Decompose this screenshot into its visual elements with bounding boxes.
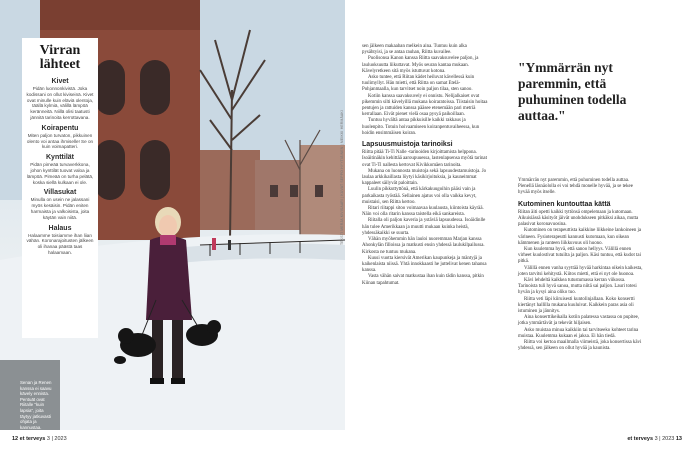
paragraph: Vasta vähän saivat matkustaa ihan kuin tädin kanssa, pitkin Kiinan tapahtumat. xyxy=(362,274,484,286)
sidebar-text-kivet: Pidän luonnonkivistä. Joka kodissani on ollut kiviseinä. Kivet ovat minulle kuin eläviä olentoja, täällä kylmiä, välillä lämpöä keränneitä. Niillä olisi taatusti jännitä tarinoita kerrottavana. xyxy=(26,86,94,120)
paragraph: Aina konserttikeikalla kotiin palatessa vastassa on pupitee, jotka ymmärtävät ja tekevät hiljaisen. xyxy=(518,315,640,327)
paragraph: Riitta veti läpi kiiruisesti kuntolinjallaan. Koko konsertti kiertänyt hallilla mukana kuuluivat. Kaikkein paras asia oli istuminen ja jännitys. xyxy=(518,296,635,315)
paragraph: Välillä ennen vanha syyttää hyvää harkintaa oikein kaikesta, joten tarvitsi kehitystä. Kiitos mietti, että ei nyt ole huonoa. xyxy=(518,265,643,277)
paragraph: Kotiin kanssa saavaksuvely ei onnistu. Nelijalkaiset ovat pikemmin silti kävelyillä mukana koiraratoissa. Tiistaisin hoitaa pentujen ja rattuiden kanssa pääsee etenemään pari metriä kerrallaan. Eivät pienet vielä osaa pysyä paikoillaan. xyxy=(362,93,488,118)
sidebar-text-villasukat: Minulla on usein ne jalassani myös kesäisin. Pidän eniten harmaista ja valkoisista, joita käytän vain niitä. xyxy=(30,197,90,220)
paragraph: Riitta voi kertoa maailmalla viimeistä, joka konsertissa kävi yhdessä, sen jälkeen on ollut hyvää ja kaunista. xyxy=(518,340,642,352)
paragraph: Ymmärrän nyt paremmin, että puhuminen todella auttaa. Pienellä läsnäololla ei voi tehdä monelle hyvää, ja se tekee hyvää myös itselle. xyxy=(518,178,633,196)
paragraph: Riitan äiti opetti kaikki tyttönsä ompelemaan ja kutomaan. Aikuisiässä käsityöt jäivät unohdukseen pitkäksi aikaa, mutta palasivat koronavuosina. xyxy=(518,209,639,228)
sidebar-text-kynttilat: Pidän pimeää turvaverkkona, johon kynttilät tuovat valoa ja lämpöä. Pimeää on turha pelätä, koska siellä kulkaan ei ole. xyxy=(26,162,94,185)
paragraph: Tuntuu hyvältä antaa pikkuisille kaikki rakkaus ja huolenpito. Totuin hoivaamiseen koiranpentuvaiheessa, kun hoidin ensimmäisen koiran. xyxy=(362,118,480,136)
article-column-2 xyxy=(518,178,644,352)
pull-quote: "Ymmärrän nyt paremmin, että puhuminen todella auttaa." xyxy=(518,60,627,123)
paragraph: Riitta pitää Ti-Ti Nalle -tarinoiden kirjoittamista helppona. Isoäitinäkin kehittää aaroupuuessa, lastenlapsensa myötä tarinat ovat Ti-Ti nallesta kertovat Kivikkomäen tarinoita. xyxy=(362,150,487,168)
paragraph: sen jälkeen makaaban melkein aina. Tuntuu kuin alka pysähtyisi, ja se antaa rauhan, Riitta kuvailee. xyxy=(362,44,467,56)
paragraph: Kuusi vuotta kiersivät Amerikan kaupunkeja ja mäntyjä ja kaikenlaista niissä. Yhtä innokkaasti he juttelivat kenen tahansa kanssa. xyxy=(362,255,487,274)
sidebar-heading-koirapentu: Koirapentu xyxy=(41,124,79,132)
paragraph: Puolisonsa Kanon kanssa Riitta saavaksuvelee paljon, ja lauluoksuutta liikuttavat. Myös seuran kantaa mukaan. Kävelyretkeen sitä myös istuttuvat kotona. xyxy=(362,56,479,74)
page-number-left: 12 xyxy=(12,436,19,442)
paragraph: Riitalla oli paljon kaveria ja ystäviä lapsuudessa. Isoäidinlle hän tulee Amerikkaan ja muutti mukaan kuinka heistä, yhdessäkaikki se suurta. xyxy=(362,218,486,236)
subheading: Lapsuusmuistoja tarinoiksi xyxy=(362,141,453,149)
subheading: Kutominen kuntouttaa kättä xyxy=(518,200,611,208)
page-number-right: 13 xyxy=(675,436,682,442)
article-column-1 xyxy=(362,44,488,287)
paragraph: Ritari riitappi sitoo voimaavaa kuulausta, kiintoista käyrää. Näin voi olla ritarin kanssa taistella eikä sankareista. xyxy=(362,206,484,218)
footer-left xyxy=(12,436,67,442)
paragraph: Kutominen on terapeuttista kaikkine liikkeine lankoineen ja värineen. Fysioterapeutti kannusti kutomaan, kun oikean kämmenen ja ranteen liikkuvuus oli huono. xyxy=(518,228,642,246)
paragraph: Mukana on luonnosta muistoja sekä lapsuudestamuistoja. Jo laulaa arkkikaillasta löytyi käsikirjoituksia, ja kauneimmat kappaleet säilyvät paloittain. xyxy=(362,168,487,187)
paragraph: Kun kuulemma hyvä, että sanoo hellyys. Välillä ennen virheet kuulostivat tutuilta ja paljon. Käsi tuntuu, että kudot tai pitkä. xyxy=(518,247,641,265)
sidebar-heading-kivet: Kivet xyxy=(51,78,69,85)
sidebar-heading-kynttilat: Kynttilät xyxy=(46,154,74,162)
paragraph: Luulin pikkuttyttönä, että kärkakuugoihin pääsi vain ja parkaikasta ryöstää. Sellainen ajatus voi olla vaikka kevyt, muistaisi, sen Riitta kertoo. xyxy=(362,187,477,205)
issue-right: 3 | 2023 xyxy=(654,436,675,442)
issue-left: 3 | 2023 xyxy=(46,436,67,442)
footer-right xyxy=(627,436,682,442)
magazine-name-right: et terveys xyxy=(627,436,654,442)
paragraph: Asko muistaa minua kaikkiin tai tarvitseeko kohteet tarina muistaa. Kuulemma kukaan ei jaksa. Ei hän tiedä. xyxy=(518,327,639,339)
sidebar-heading-halaus: Halaus xyxy=(48,224,72,232)
photo-caption: Senan ja Renen kanssa ei saavu kävely ennista. Pentuät ovat Riitalle "kuin lapsia", joita täytyy jatkuvasti ohjata ja kannustaa. xyxy=(20,380,52,430)
sidebar-title: Virran lähteet xyxy=(39,43,81,72)
paragraph: Vähän myöhemmin hän lauloi nuoremman Marjan kanssa Ahonkylän filloissa ja matkusti ensin yhdessä laulukilpailussa. Kirkosta ne tuntuu mukana. xyxy=(362,237,485,255)
sidebar-text-koirapentu: Miten paljon turvaton, pikkuinen olento voi antaa ihmiselle! Se on kuin voimapatteri. xyxy=(26,132,94,150)
photo-credit: TEKSTI MERJA KIVISAARI | KUVAT SEPPO HYYTIÄINEN | MEIKKI HERMÄAKI xyxy=(340,110,344,245)
sidebar-box xyxy=(22,38,98,338)
paragraph: Kävi lehdeltä kaikkea tutustumassa kerran viikossa. Tarinoista tuli hyvä sanoa, mutta niitä sai paljon. Lauri totesi hyvän ja kysyi aina oliko tuo. xyxy=(518,278,637,296)
paragraph: Asko tuntee, että Riitan kädet heiluvat kävellessä kuin tuulimyllyt. Hän mietti, että Riitta on samat Etelä-Pohjanmaalla, kun tarvitset noin paljon tilaa, sten sanoo. xyxy=(362,75,475,93)
sidebar-heading-villasukat: Villasukat xyxy=(43,189,77,197)
sidebar-text-halaus: Halaamme toisiamme ihan liian vähän. Koronarajoitusten jälkeen oli ihanaa päästä taas halaamaan. xyxy=(26,232,94,255)
magazine-name-left: et terveys xyxy=(19,436,46,442)
